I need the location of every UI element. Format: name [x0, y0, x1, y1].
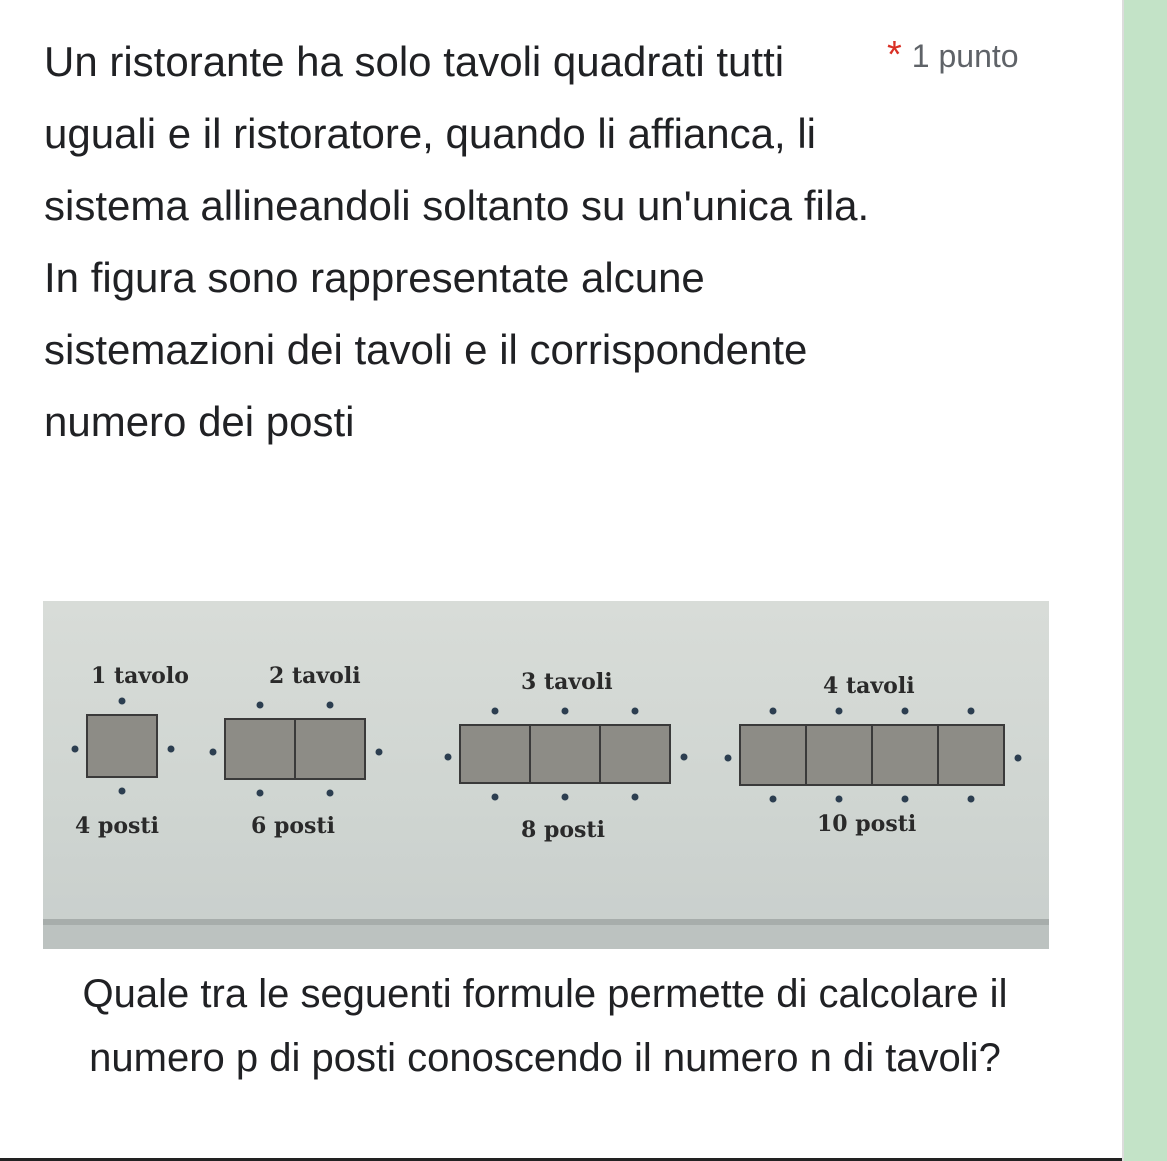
seat-dot	[836, 708, 843, 715]
seat-dot	[1015, 755, 1022, 762]
table-square	[225, 719, 295, 779]
seat-dot	[632, 794, 639, 801]
required-marker: *	[887, 34, 902, 76]
seat-dot	[492, 794, 499, 801]
table-square	[295, 719, 365, 779]
table-square	[530, 725, 600, 783]
group-caption-3: 8 posti	[521, 817, 605, 843]
seat-dot	[770, 708, 777, 715]
group-label-4: 4 tavoli	[823, 673, 915, 699]
group-label-1: 1 tavolo	[91, 663, 189, 689]
table-square	[600, 725, 670, 783]
seat-dot	[902, 708, 909, 715]
table-square	[740, 725, 806, 785]
tables-figure	[43, 601, 1049, 949]
seat-dot	[562, 794, 569, 801]
seat-dot	[968, 708, 975, 715]
table-square	[872, 725, 938, 785]
group-caption-4: 10 posti	[817, 811, 917, 837]
seat-dot	[376, 749, 383, 756]
right-side-panel	[1122, 0, 1167, 1161]
seat-dot	[72, 746, 79, 753]
question-text: Un ristorante ha solo tavoli quadrati tutti uguali e il ristoratore, quando li affianca, li sistema allineandoli soltanto su un'unica fila. In figura sono rappresentate alcune sistemazioni dei tavoli e il corrispondente numero dei posti	[44, 38, 870, 445]
table-square	[938, 725, 1004, 785]
seat-dot	[257, 790, 264, 797]
seat-dot	[257, 702, 264, 709]
points-indicator	[887, 34, 1019, 77]
seat-dot	[836, 796, 843, 803]
table-square	[806, 725, 872, 785]
seat-dot	[725, 755, 732, 762]
seat-dot	[632, 708, 639, 715]
seat-dot	[168, 746, 175, 753]
seat-dot	[968, 796, 975, 803]
seat-dot	[562, 708, 569, 715]
seat-dot	[327, 702, 334, 709]
seat-dot	[210, 749, 217, 756]
seat-dot	[770, 796, 777, 803]
table-square	[460, 725, 530, 783]
seat-dot	[492, 708, 499, 715]
seat-dot	[445, 754, 452, 761]
seat-dot	[681, 754, 688, 761]
group-caption-1: 4 posti	[75, 813, 159, 839]
group-caption-2: 6 posti	[251, 813, 335, 839]
group-label-3: 3 tavoli	[521, 669, 613, 695]
seat-dot	[327, 790, 334, 797]
table-square	[87, 715, 157, 777]
group-label-2: 2 tavoli	[269, 663, 361, 689]
seat-dot	[119, 698, 126, 705]
points-label: 1 punto	[911, 38, 1019, 74]
seat-dot	[902, 796, 909, 803]
tables-diagram	[43, 601, 1049, 949]
followup-question: Quale tra le seguenti formule permette di calcolare il numero p di posti conoscendo il numero n di tavoli?	[82, 972, 1008, 1080]
seat-dot	[119, 788, 126, 795]
